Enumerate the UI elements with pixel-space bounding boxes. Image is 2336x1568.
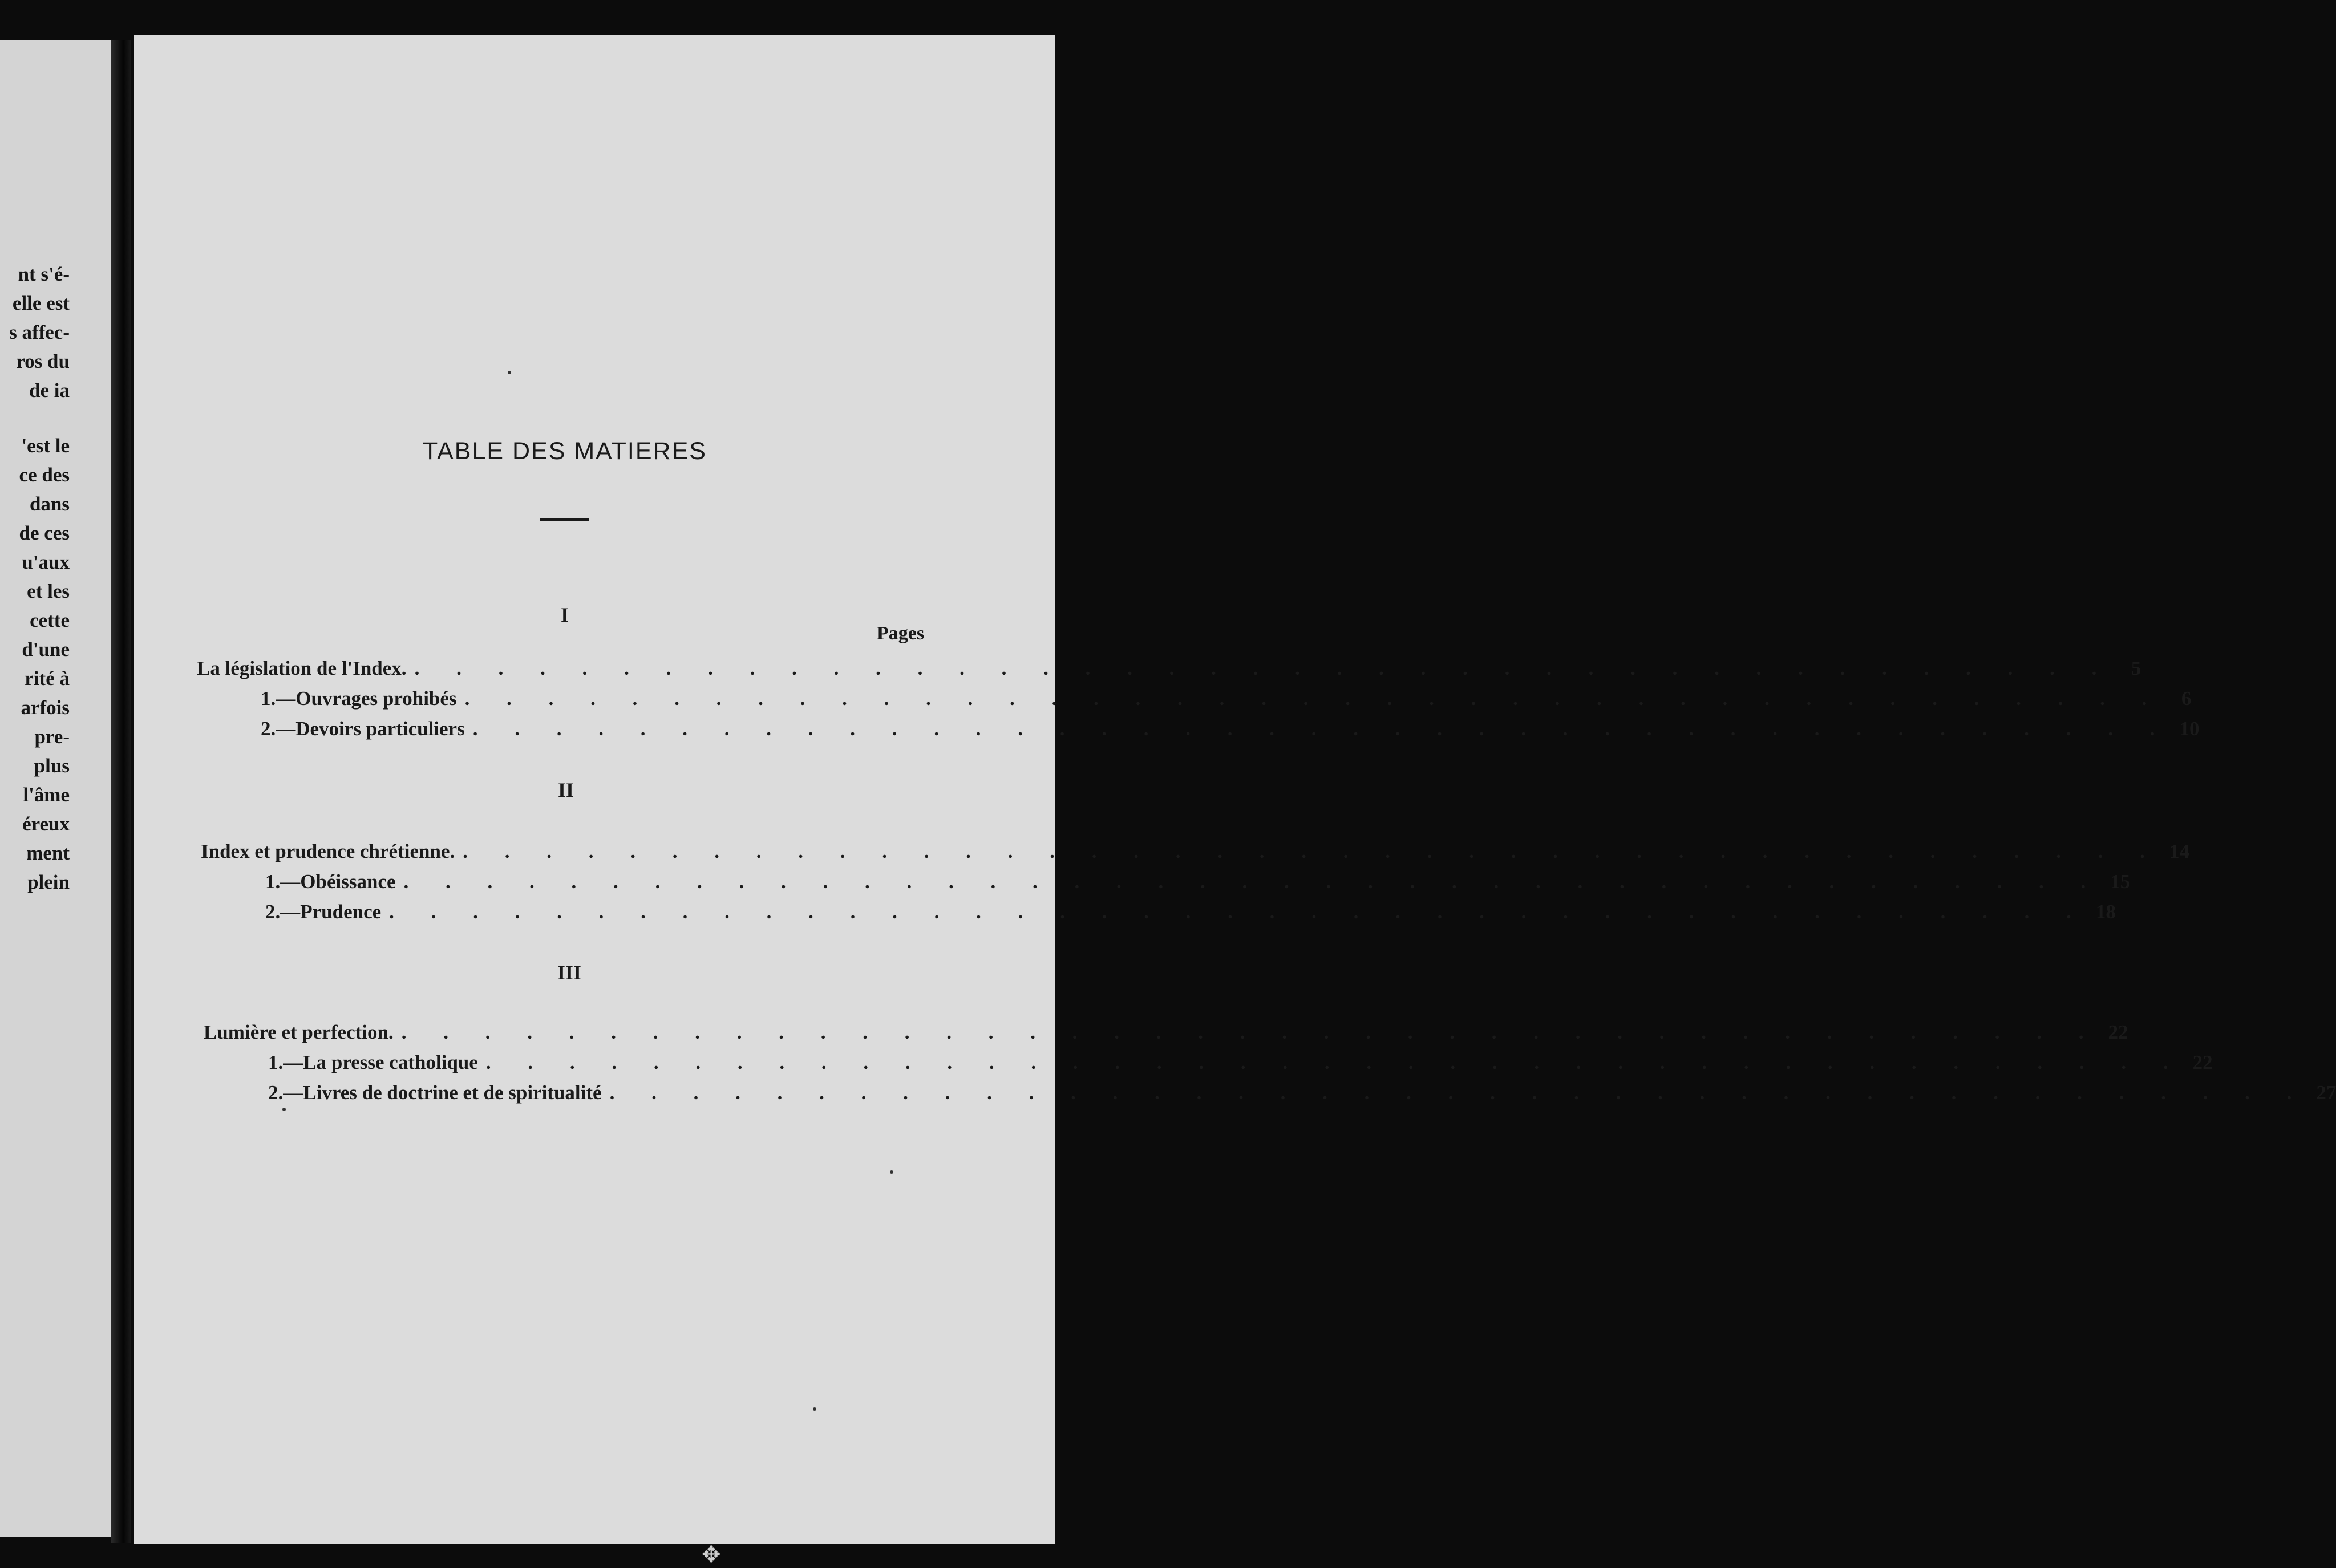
previous-page-line: l'âme [23, 784, 70, 806]
previous-page-line: u'aux [22, 551, 70, 573]
previous-page-line: cette [30, 609, 70, 631]
toc-entry [197, 657, 2141, 680]
section-numeral: II [557, 779, 574, 801]
toc-entry-title: 2.—Devoirs particuliers [261, 718, 465, 740]
toc-entry-title: 1.—La presse catholique [268, 1051, 478, 1073]
toc-entry-title: Index et prudence chrétienne. [201, 840, 455, 862]
previous-page-text [0, 260, 70, 897]
toc-entry [261, 687, 2192, 710]
dot-leader: . . . . . . . . . . . . . . . . . . . . . . . . . . . . . . . . . . . . . . . . . [464, 687, 2163, 710]
previous-page-line: ment [26, 842, 70, 864]
previous-page-line: s affec- [9, 321, 70, 343]
scan-artifact-icon: ✥ [702, 1542, 721, 1567]
book-gutter [111, 40, 131, 1543]
toc-entry-title: 1.—Ouvrages prohibés [261, 687, 457, 710]
previous-page-line: plein [27, 871, 70, 893]
previous-page-line: dans [29, 493, 70, 515]
previous-page-line: éreux [22, 813, 70, 835]
dot-leader: . . . . . . . . . . . . . . . . . . . . . . . . . . . . . . . . . . . . . . . . . [401, 1021, 2100, 1043]
paragraph-gap [0, 405, 70, 431]
toc-entry [204, 1021, 2128, 1044]
toc-entry-title: 1.—Obéissance [265, 870, 396, 893]
toc-entry-page: 10 [2179, 718, 2200, 740]
scan-speck [890, 1170, 893, 1174]
previous-page-line: nt s'é- [18, 263, 70, 285]
previous-page-line: de ces [19, 522, 70, 544]
previous-page-line: d'une [22, 638, 70, 661]
previous-page-line: pre- [34, 726, 70, 748]
toc-entry-page: 27 [2316, 1081, 2336, 1104]
previous-page-edge [0, 40, 127, 1537]
previous-page-line: 'est le [21, 435, 70, 457]
previous-page-line: rité à [25, 667, 70, 690]
toc-entry [265, 870, 2131, 893]
toc-entry-page: 15 [2110, 870, 2131, 893]
dot-leader: . . . . . . . . . . . . . . . . . . . . . . . . . . . . . . . . . . . . . . . . . [403, 870, 2102, 893]
title-divider [540, 518, 589, 521]
dot-leader: . . . . . . . . . . . . . . . . . . . . . . . . . . . . . . . . . . . . . . . . . [609, 1081, 2308, 1104]
previous-page-line: ros du [16, 350, 70, 372]
toc-entry-title: 2.—Prudence [265, 901, 382, 923]
toc-entry [268, 1081, 2336, 1104]
toc-entry-title: Lumière et perfection. [204, 1021, 394, 1043]
toc-entry-page: 22 [2192, 1051, 2213, 1073]
dot-leader: . . . . . . . . . . . . . . . . . . . . . . . . . . . . . . . . . . . . . . . . . [463, 840, 2161, 862]
toc-entry-page: 5 [2131, 657, 2141, 679]
scan-speck [813, 1407, 816, 1411]
toc-entry-page: 18 [2095, 901, 2116, 923]
section-numeral: I [560, 603, 569, 626]
previous-page-line: arfois [21, 696, 70, 719]
previous-page-line: elle est [12, 292, 70, 314]
toc-entry-page: 22 [2108, 1021, 2128, 1043]
toc-entry-title: La législation de l'Index. [197, 657, 407, 679]
dot-leader: . . . . . . . . . . . . . . . . . . . . . . . . . . . . . . . . . . . . . . . . . [389, 901, 2087, 923]
toc-entry [265, 901, 2116, 923]
previous-page-line: plus [34, 755, 70, 777]
toc-entry [201, 840, 2189, 863]
toc-entry-page: 14 [2169, 840, 2189, 862]
section-numeral: III [557, 961, 582, 984]
toc-entry-title: 2.—Livres de doctrine et de spiritualité [268, 1081, 602, 1104]
toc-entry [261, 718, 2200, 740]
page-title: TABLE DES MATIERES [423, 437, 707, 465]
previous-page-line: ce des [19, 464, 70, 486]
scan-speck [508, 371, 511, 374]
toc-entry [268, 1051, 2213, 1074]
toc-entry-page: 6 [2181, 687, 2192, 710]
dot-leader: . . . . . . . . . . . . . . . . . . . . . . . . . . . . . . . . . . . . . . . . . [485, 1051, 2184, 1073]
pages-column-header: Pages [877, 623, 925, 644]
dot-leader: . . . . . . . . . . . . . . . . . . . . . . . . . . . . . . . . . . . . . . . . . [472, 718, 2171, 740]
previous-page-line: et les [27, 580, 70, 602]
scan-speck [282, 1108, 286, 1111]
document-page [134, 35, 2336, 1544]
dot-leader: . . . . . . . . . . . . . . . . . . . . . . . . . . . . . . . . . . . . . . . . . [414, 657, 2113, 679]
previous-page-line: de ia [29, 379, 70, 402]
